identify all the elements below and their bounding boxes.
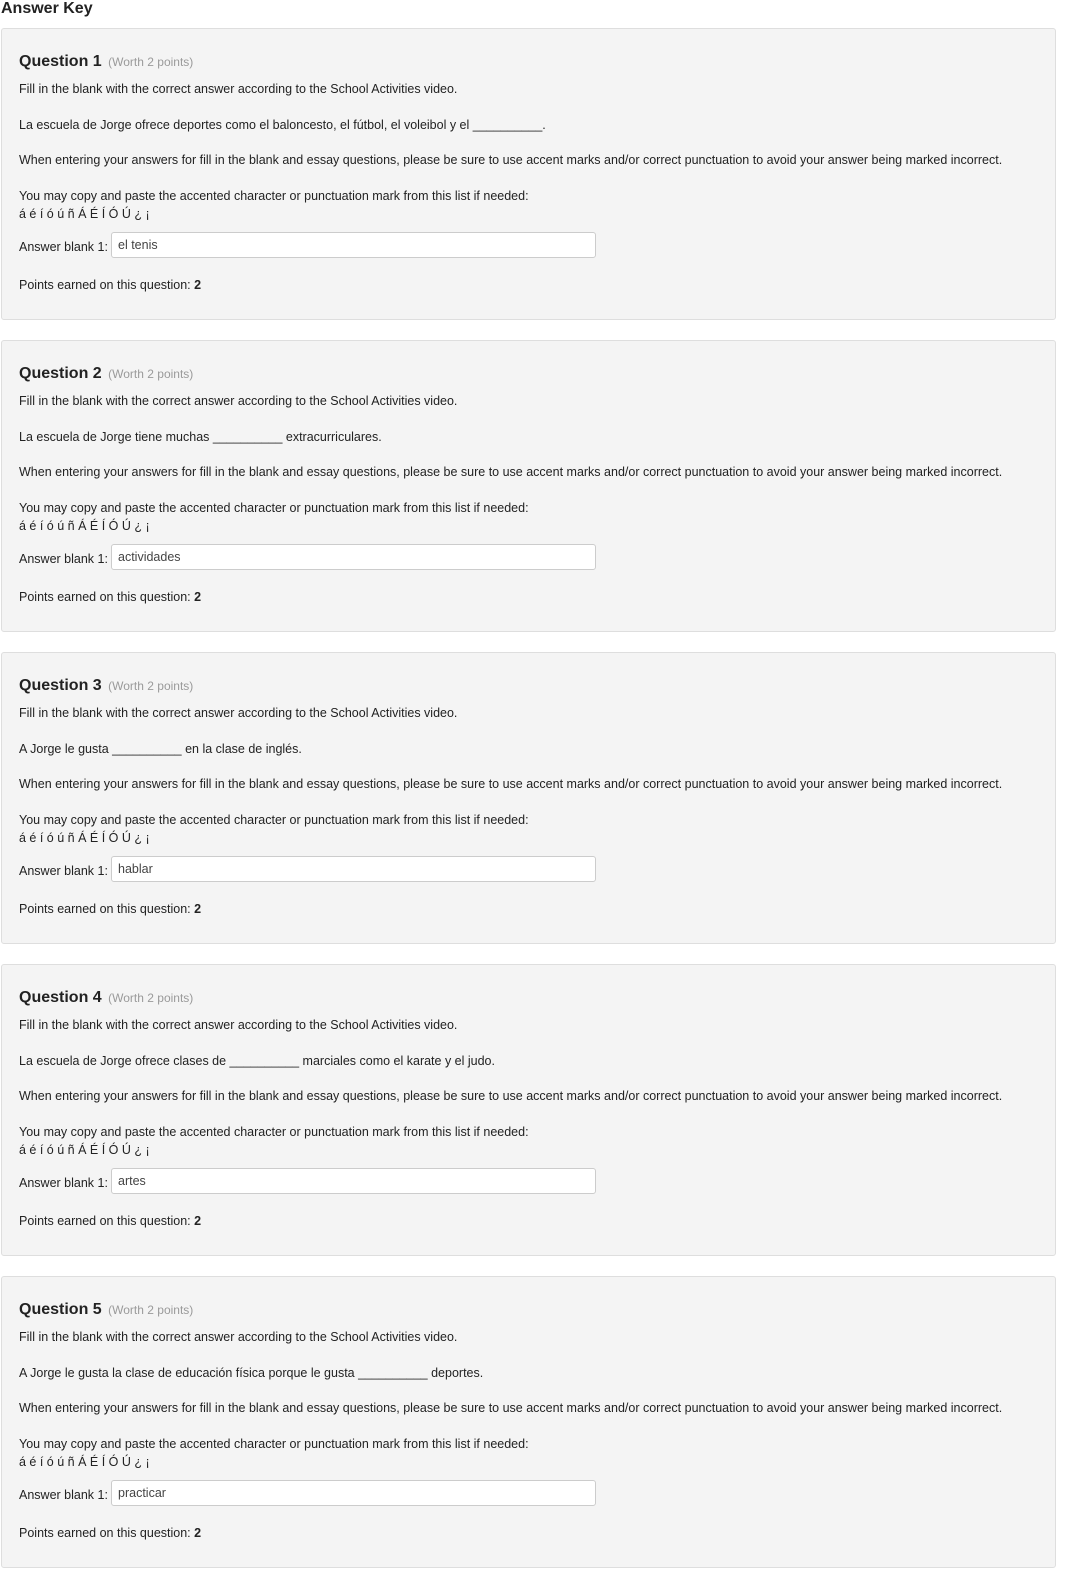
copy-hint: You may copy and paste the accented character or punctuation mark from this list if needed: — [19, 501, 529, 515]
question-title: Question 4 — [19, 989, 102, 1006]
question-card-5 — [1, 1276, 1056, 1568]
answer-row — [19, 1480, 619, 1506]
accent-characters[interactable]: á é í ó ú ñ Á É Í Ó Ú ¿ ¡ — [19, 519, 150, 533]
points-earned — [19, 276, 201, 294]
page-title: Answer Key — [1, 0, 93, 17]
accent-characters[interactable]: á é í ó ú ñ Á É Í Ó Ú ¿ ¡ — [19, 1455, 150, 1469]
answer-field[interactable]: actividades — [111, 544, 596, 570]
question-heading — [19, 52, 193, 72]
question-sentence: La escuela de Jorge tiene muchas __________ extracurriculares. — [19, 430, 382, 444]
points-earned — [19, 1524, 201, 1542]
question-sentence: La escuela de Jorge ofrece clases de __________ marciales como el karate y el judo. — [19, 1054, 495, 1068]
accent-characters[interactable]: á é í ó ú ñ Á É Í Ó Ú ¿ ¡ — [19, 207, 150, 221]
points-earned — [19, 588, 201, 606]
accent-note: When entering your answers for fill in the blank and essay questions, please be sure to use accent marks and/or correct punctuation to avoid your answer being marked incorrect. — [19, 1089, 1003, 1103]
question-heading — [19, 676, 193, 696]
question-worth: (Worth 2 points) — [108, 1303, 194, 1317]
points-label: Points earned on this question: — [19, 278, 191, 292]
question-worth: (Worth 2 points) — [108, 367, 194, 381]
question-card-4 — [1, 964, 1056, 1256]
accent-characters[interactable]: á é í ó ú ñ Á É Í Ó Ú ¿ ¡ — [19, 1143, 150, 1157]
question-title: Question 2 — [19, 365, 102, 382]
copy-hint: You may copy and paste the accented character or punctuation mark from this list if needed: — [19, 1437, 529, 1451]
points-label: Points earned on this question: — [19, 902, 191, 916]
points-value: 2 — [194, 1214, 202, 1228]
points-value: 2 — [194, 278, 202, 292]
question-card-2 — [1, 340, 1056, 632]
question-instruction: Fill in the blank with the correct answer according to the School Activities video. — [19, 82, 458, 96]
question-instruction: Fill in the blank with the correct answer according to the School Activities video. — [19, 1018, 458, 1032]
points-label: Points earned on this question: — [19, 1526, 191, 1540]
answer-label: Answer blank 1: — [19, 1176, 108, 1190]
question-instruction: Fill in the blank with the correct answer according to the School Activities video. — [19, 706, 458, 720]
answer-label: Answer blank 1: — [19, 1488, 108, 1502]
question-sentence: A Jorge le gusta la clase de educación física porque le gusta __________ deportes. — [19, 1366, 484, 1380]
answer-row — [19, 856, 619, 882]
answer-row — [19, 544, 619, 570]
answer-label: Answer blank 1: — [19, 864, 108, 878]
question-title: Question 5 — [19, 1301, 102, 1318]
question-sentence: A Jorge le gusta __________ en la clase de inglés. — [19, 742, 302, 756]
question-heading — [19, 1300, 193, 1320]
points-value: 2 — [194, 590, 202, 604]
question-instruction: Fill in the blank with the correct answer according to the School Activities video. — [19, 394, 458, 408]
question-sentence: La escuela de Jorge ofrece deportes como el baloncesto, el fútbol, el voleibol y el __________. — [19, 118, 546, 132]
points-earned — [19, 1212, 201, 1230]
points-label: Points earned on this question: — [19, 590, 191, 604]
answer-field[interactable]: practicar — [111, 1480, 596, 1506]
question-worth: (Worth 2 points) — [108, 55, 194, 69]
question-card-1 — [1, 28, 1056, 320]
copy-hint: You may copy and paste the accented character or punctuation mark from this list if needed: — [19, 813, 529, 827]
question-title: Question 1 — [19, 53, 102, 70]
accent-characters[interactable]: á é í ó ú ñ Á É Í Ó Ú ¿ ¡ — [19, 831, 150, 845]
answer-field[interactable]: hablar — [111, 856, 596, 882]
answer-row — [19, 232, 619, 258]
accent-note: When entering your answers for fill in the blank and essay questions, please be sure to use accent marks and/or correct punctuation to avoid your answer being marked incorrect. — [19, 465, 1003, 479]
copy-hint: You may copy and paste the accented character or punctuation mark from this list if needed: — [19, 1125, 529, 1139]
question-worth: (Worth 2 points) — [108, 991, 194, 1005]
question-card-3 — [1, 652, 1056, 944]
question-title: Question 3 — [19, 677, 102, 694]
question-heading — [19, 364, 193, 384]
points-value: 2 — [194, 902, 202, 916]
answer-label: Answer blank 1: — [19, 240, 108, 254]
points-value: 2 — [194, 1526, 202, 1540]
answer-label: Answer blank 1: — [19, 552, 108, 566]
answer-field[interactable]: artes — [111, 1168, 596, 1194]
answer-field[interactable]: el tenis — [111, 232, 596, 258]
accent-note: When entering your answers for fill in the blank and essay questions, please be sure to use accent marks and/or correct punctuation to avoid your answer being marked incorrect. — [19, 153, 1003, 167]
answer-row — [19, 1168, 619, 1194]
accent-note: When entering your answers for fill in the blank and essay questions, please be sure to use accent marks and/or correct punctuation to avoid your answer being marked incorrect. — [19, 1401, 1003, 1415]
points-earned — [19, 900, 201, 918]
copy-hint: You may copy and paste the accented character or punctuation mark from this list if needed: — [19, 189, 529, 203]
question-worth: (Worth 2 points) — [108, 679, 194, 693]
question-heading — [19, 988, 193, 1008]
points-label: Points earned on this question: — [19, 1214, 191, 1228]
accent-note: When entering your answers for fill in the blank and essay questions, please be sure to use accent marks and/or correct punctuation to avoid your answer being marked incorrect. — [19, 777, 1003, 791]
question-instruction: Fill in the blank with the correct answer according to the School Activities video. — [19, 1330, 458, 1344]
